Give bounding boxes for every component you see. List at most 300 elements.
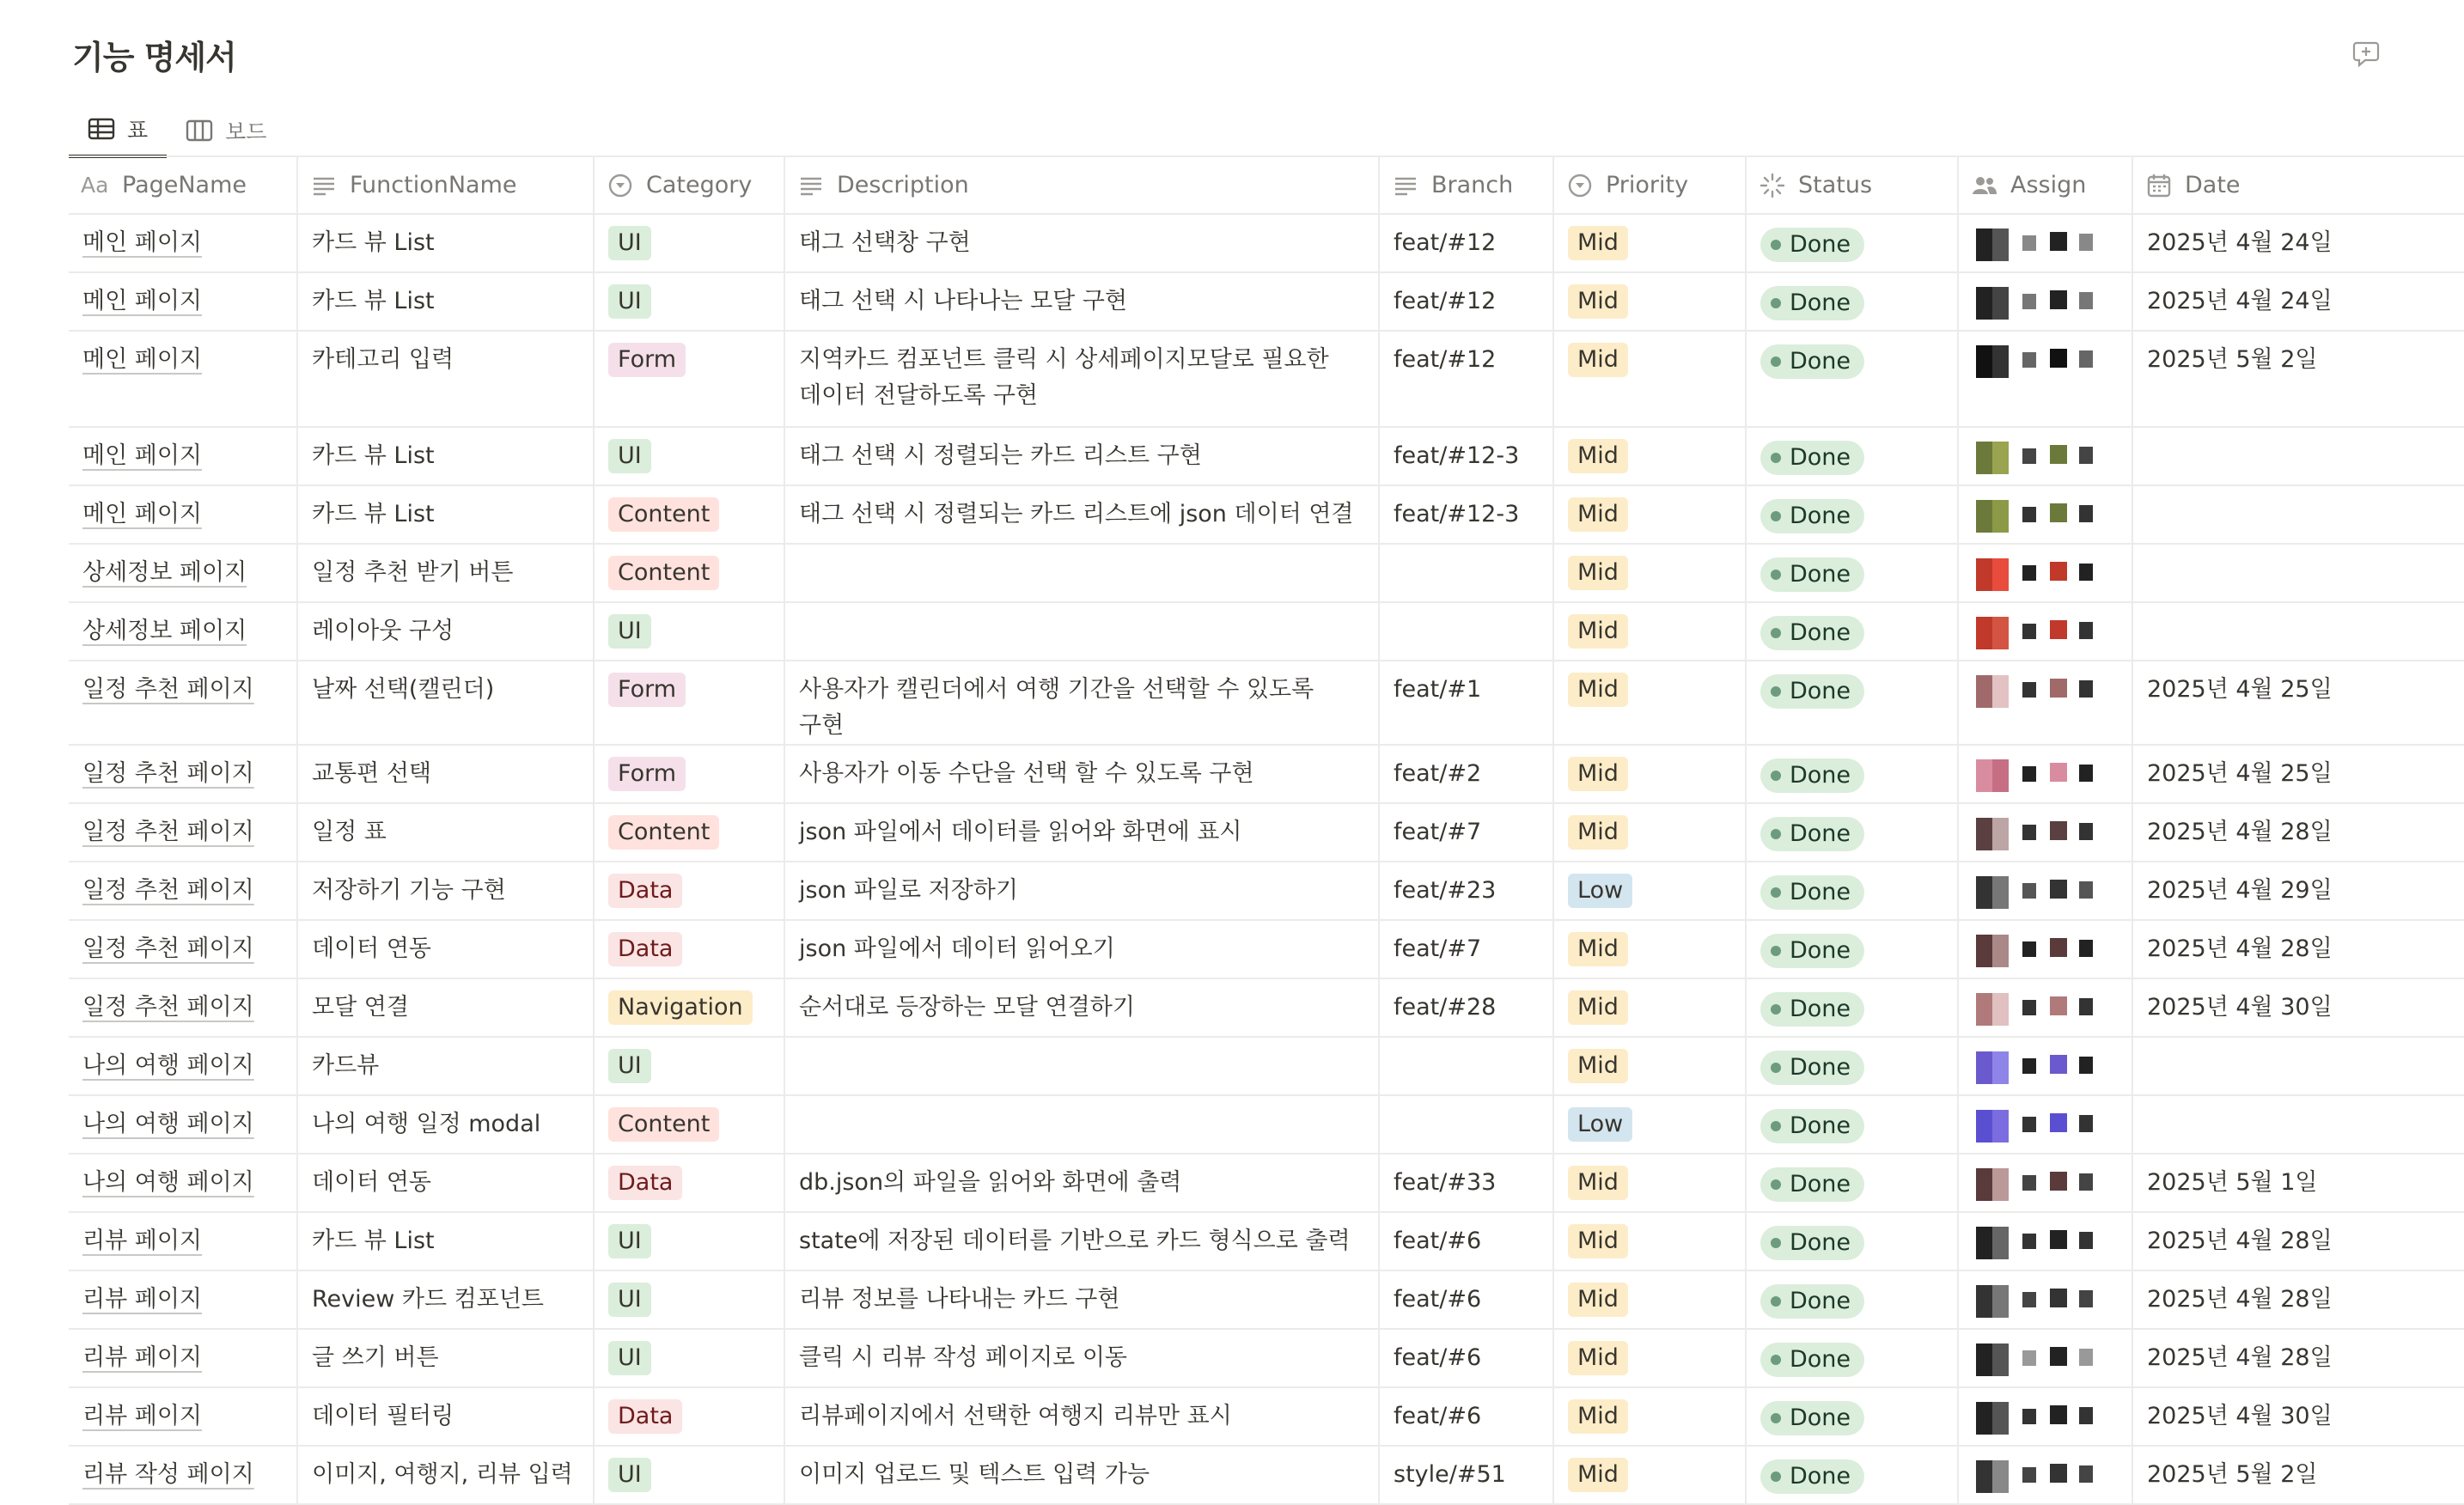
page-name-link[interactable]: 일정 추천 페이지 <box>82 994 254 1021</box>
cell-pagename[interactable] <box>69 272 297 331</box>
cell-functionname[interactable] <box>297 803 594 862</box>
cell-branch[interactable] <box>1379 1387 1553 1446</box>
cell-pagename[interactable] <box>69 1095 297 1154</box>
cell-branch[interactable] <box>1379 485 1553 544</box>
cell-assign[interactable] <box>1958 1329 2132 1387</box>
avatar <box>2022 1234 2036 1249</box>
cell-functionname[interactable] <box>297 1095 594 1154</box>
page-name-link[interactable]: 상세정보 페이지 <box>82 618 247 644</box>
page-name-link[interactable]: 메인 페이지 <box>82 442 202 469</box>
cell-functionname[interactable] <box>297 1212 594 1270</box>
cell-status[interactable] <box>1746 745 1958 803</box>
table-row[interactable] <box>69 485 2464 544</box>
cell-branch[interactable] <box>1379 1154 1553 1212</box>
cell-functionname[interactable] <box>297 1037 594 1095</box>
cell-date[interactable] <box>2132 602 2464 661</box>
cell-date[interactable] <box>2132 1037 2464 1095</box>
cell-priority[interactable] <box>1553 862 1746 920</box>
cell-status[interactable] <box>1746 1446 1958 1504</box>
cell-status[interactable] <box>1746 862 1958 920</box>
cell-functionname[interactable] <box>297 862 594 920</box>
cell-description[interactable] <box>784 803 1379 862</box>
category-tag: Content <box>608 556 719 590</box>
status-badge <box>1760 1343 1864 1377</box>
avatar <box>1976 935 2009 967</box>
status-dot <box>1771 1296 1781 1307</box>
cell-pagename[interactable] <box>69 862 297 920</box>
cell-assign[interactable] <box>1958 214 2132 272</box>
cell-branch[interactable] <box>1379 661 1553 745</box>
cell-status[interactable] <box>1746 978 1958 1037</box>
priority-tag: Mid <box>1568 1166 1628 1200</box>
cell-branch[interactable] <box>1379 331 1553 427</box>
cell-category[interactable] <box>594 978 784 1037</box>
cell-pagename[interactable] <box>69 1154 297 1212</box>
avatar <box>2050 232 2067 251</box>
cell-pagename[interactable] <box>69 214 297 272</box>
cell-branch[interactable] <box>1379 1212 1553 1270</box>
cell-description[interactable] <box>784 745 1379 803</box>
cell-status[interactable] <box>1746 331 1958 427</box>
description-text: 태그 선택 시 나타나는 모달 구현 <box>799 288 1127 314</box>
cell-assign[interactable] <box>1958 862 2132 920</box>
cell-date[interactable] <box>2132 661 2464 745</box>
cell-category[interactable] <box>594 1329 784 1387</box>
status-badge <box>1760 817 1864 851</box>
cell-pagename[interactable] <box>69 745 297 803</box>
cell-branch[interactable] <box>1379 427 1553 485</box>
cell-description[interactable] <box>784 1270 1379 1329</box>
cell-date[interactable] <box>2132 803 2464 862</box>
cell-branch[interactable] <box>1379 1446 1553 1504</box>
cell-category[interactable] <box>594 1037 784 1095</box>
cell-priority[interactable] <box>1553 1154 1746 1212</box>
cell-assign[interactable] <box>1958 661 2132 745</box>
cell-assign[interactable] <box>1958 272 2132 331</box>
cell-status[interactable] <box>1746 1212 1958 1270</box>
avatar <box>2079 564 2093 581</box>
cell-branch[interactable] <box>1379 978 1553 1037</box>
cell-status[interactable] <box>1746 803 1958 862</box>
cell-priority[interactable] <box>1553 485 1746 544</box>
cell-priority[interactable] <box>1553 1212 1746 1270</box>
cell-assign[interactable] <box>1958 978 2132 1037</box>
col-header-pagename[interactable] <box>69 157 297 214</box>
col-header-description[interactable] <box>784 157 1379 214</box>
cell-assign[interactable] <box>1958 1387 2132 1446</box>
status-label: Done <box>1790 348 1851 375</box>
cell-status[interactable] <box>1746 544 1958 602</box>
table-row[interactable] <box>69 331 2464 427</box>
text-lines-icon <box>1392 172 1419 199</box>
cell-description[interactable] <box>784 272 1379 331</box>
cell-assign[interactable] <box>1958 544 2132 602</box>
cell-priority[interactable] <box>1553 803 1746 862</box>
cell-status[interactable] <box>1746 1270 1958 1329</box>
cell-branch[interactable] <box>1379 544 1553 602</box>
category-tag: Form <box>608 343 686 377</box>
cell-branch[interactable] <box>1379 1037 1553 1095</box>
cell-pagename[interactable] <box>69 1270 297 1329</box>
cell-category[interactable] <box>594 427 784 485</box>
priority-tag: Low <box>1568 874 1632 908</box>
col-header-date[interactable] <box>2132 157 2464 214</box>
cell-priority[interactable] <box>1553 1446 1746 1504</box>
avatar <box>2022 507 2036 522</box>
function-name: 날짜 선택(캘린더) <box>312 676 495 703</box>
table-row[interactable] <box>69 803 2464 862</box>
cell-functionname[interactable] <box>297 1446 594 1504</box>
avatar <box>1976 1344 2009 1376</box>
table-row[interactable] <box>69 1154 2464 1212</box>
cell-branch[interactable] <box>1379 1329 1553 1387</box>
cell-assign[interactable] <box>1958 485 2132 544</box>
cell-category[interactable] <box>594 1270 784 1329</box>
cell-functionname[interactable] <box>297 544 594 602</box>
cell-assign[interactable] <box>1958 745 2132 803</box>
status-dot <box>1771 1004 1781 1015</box>
cell-description[interactable] <box>784 661 1379 745</box>
cell-description[interactable] <box>784 920 1379 978</box>
cell-date[interactable] <box>2132 214 2464 272</box>
status-dot <box>1771 771 1781 781</box>
cell-status[interactable] <box>1746 214 1958 272</box>
cell-category[interactable] <box>594 661 784 745</box>
cell-assign[interactable] <box>1958 1446 2132 1504</box>
cell-branch[interactable] <box>1379 920 1553 978</box>
cell-status[interactable] <box>1746 1154 1958 1212</box>
cell-status[interactable] <box>1746 1095 1958 1154</box>
table-row[interactable] <box>69 1095 2464 1154</box>
comment-icon[interactable] <box>2351 38 2382 69</box>
cell-description[interactable] <box>784 1212 1379 1270</box>
cell-status[interactable] <box>1746 485 1958 544</box>
cell-date[interactable] <box>2132 862 2464 920</box>
cell-pagename[interactable] <box>69 1446 297 1504</box>
cell-priority[interactable] <box>1553 1095 1746 1154</box>
status-badge <box>1760 558 1864 592</box>
cell-pagename[interactable] <box>69 920 297 978</box>
table-row[interactable] <box>69 745 2464 803</box>
col-header-status[interactable] <box>1746 157 1958 214</box>
cell-branch[interactable] <box>1379 1270 1553 1329</box>
description-text: 리뷰페이지에서 선택한 여행지 리뷰만 표시 <box>799 1403 1232 1429</box>
assignee-avatars <box>1973 931 2118 969</box>
tab-table-view[interactable] <box>69 103 167 158</box>
cell-date[interactable] <box>2132 485 2464 544</box>
cell-description[interactable] <box>784 1329 1379 1387</box>
status-dot <box>1771 1238 1781 1248</box>
table-row[interactable] <box>69 920 2464 978</box>
page-name-link[interactable]: 나의 여행 페이지 <box>82 1169 254 1196</box>
cell-pagename[interactable] <box>69 331 297 427</box>
cell-priority[interactable] <box>1553 920 1746 978</box>
cell-functionname[interactable] <box>297 1387 594 1446</box>
cell-priority[interactable] <box>1553 544 1746 602</box>
cell-functionname[interactable] <box>297 1154 594 1212</box>
table-row[interactable] <box>69 862 2464 920</box>
cell-assign[interactable] <box>1958 1154 2132 1212</box>
status-label: Done <box>1790 937 1851 964</box>
cell-priority[interactable] <box>1553 1387 1746 1446</box>
cell-date[interactable] <box>2132 978 2464 1037</box>
page-name-link[interactable]: 리뷰 페이지 <box>82 1344 202 1371</box>
col-header-branch[interactable] <box>1379 157 1553 214</box>
cell-status[interactable] <box>1746 427 1958 485</box>
cell-description[interactable] <box>784 214 1379 272</box>
avatar <box>2079 622 2093 639</box>
cell-functionname[interactable] <box>297 745 594 803</box>
cell-date[interactable] <box>2132 1154 2464 1212</box>
cell-date[interactable] <box>2132 1095 2464 1154</box>
calendar-icon <box>2145 172 2173 199</box>
assignee-avatars <box>1973 342 2118 380</box>
cell-pagename[interactable] <box>69 803 297 862</box>
cell-category[interactable] <box>594 745 784 803</box>
cell-priority[interactable] <box>1553 745 1746 803</box>
priority-tag: Low <box>1568 1107 1632 1142</box>
cell-category[interactable] <box>594 1154 784 1212</box>
cell-functionname[interactable] <box>297 485 594 544</box>
cell-assign[interactable] <box>1958 1037 2132 1095</box>
cell-priority[interactable] <box>1553 331 1746 427</box>
date-text: 2025년 4월 29일 <box>2147 877 2333 904</box>
cell-category[interactable] <box>594 485 784 544</box>
cell-description[interactable] <box>784 1037 1379 1095</box>
date-text: 2025년 5월 1일 <box>2147 1169 2318 1196</box>
cell-assign[interactable] <box>1958 427 2132 485</box>
table-row[interactable] <box>69 661 2464 745</box>
cell-pagename[interactable] <box>69 544 297 602</box>
cell-functionname[interactable] <box>297 214 594 272</box>
cell-category[interactable] <box>594 862 784 920</box>
table-row[interactable] <box>69 602 2464 661</box>
col-header-priority[interactable] <box>1553 157 1746 214</box>
cell-functionname[interactable] <box>297 427 594 485</box>
cell-status[interactable] <box>1746 1387 1958 1446</box>
branch-text: feat/#12 <box>1394 346 1497 373</box>
cell-category[interactable] <box>594 1095 784 1154</box>
page-name-link[interactable]: 메인 페이지 <box>82 229 202 256</box>
cell-pagename[interactable] <box>69 427 297 485</box>
date-text: 2025년 4월 24일 <box>2147 229 2333 256</box>
table-row[interactable] <box>69 1329 2464 1387</box>
cell-date[interactable] <box>2132 1212 2464 1270</box>
cell-category[interactable] <box>594 803 784 862</box>
cell-date[interactable] <box>2132 1270 2464 1329</box>
cell-description[interactable] <box>784 485 1379 544</box>
cell-description[interactable] <box>784 1154 1379 1212</box>
assignee-avatars <box>1973 1106 2118 1144</box>
page-name-link[interactable]: 리뷰 작성 페이지 <box>82 1461 254 1488</box>
status-badge <box>1760 228 1864 262</box>
cell-assign[interactable] <box>1958 1212 2132 1270</box>
col-header-label: PageName <box>122 172 247 198</box>
cell-category[interactable] <box>594 272 784 331</box>
cell-description[interactable] <box>784 978 1379 1037</box>
table-row[interactable] <box>69 214 2464 272</box>
cell-status[interactable] <box>1746 1329 1958 1387</box>
cell-description[interactable] <box>784 427 1379 485</box>
page-name-link[interactable]: 일정 추천 페이지 <box>82 760 254 787</box>
cell-description[interactable] <box>784 862 1379 920</box>
cell-date[interactable] <box>2132 331 2464 427</box>
page-name-link[interactable]: 리뷰 페이지 <box>82 1403 202 1429</box>
table-row[interactable] <box>69 1212 2464 1270</box>
cell-description[interactable] <box>784 1446 1379 1504</box>
cell-date[interactable] <box>2132 427 2464 485</box>
cell-date[interactable] <box>2132 1329 2464 1387</box>
table-row[interactable] <box>69 272 2464 331</box>
page-name-link[interactable]: 나의 여행 페이지 <box>82 1111 254 1137</box>
status-label: Done <box>1790 1112 1851 1139</box>
cell-priority[interactable] <box>1553 602 1746 661</box>
table-row[interactable] <box>69 1037 2464 1095</box>
cell-pagename[interactable] <box>69 978 297 1037</box>
table-row[interactable] <box>69 427 2464 485</box>
cell-category[interactable] <box>594 920 784 978</box>
cell-functionname[interactable] <box>297 1329 594 1387</box>
avatar <box>2022 1117 2036 1132</box>
table-row[interactable] <box>69 1446 2464 1504</box>
cell-pagename[interactable] <box>69 661 297 745</box>
description-text: 사용자가 이동 수단을 선택 할 수 있도록 구현 <box>799 760 1254 787</box>
cell-date[interactable] <box>2132 920 2464 978</box>
status-dot <box>1771 628 1781 638</box>
status-dot <box>1771 686 1781 697</box>
assignee-avatars <box>1973 497 2118 534</box>
page-name-link[interactable]: 일정 추천 페이지 <box>82 676 254 703</box>
priority-tag: Mid <box>1568 990 1628 1025</box>
cell-functionname[interactable] <box>297 272 594 331</box>
cell-date[interactable] <box>2132 544 2464 602</box>
cell-category[interactable] <box>594 214 784 272</box>
cell-date[interactable] <box>2132 745 2464 803</box>
date-text: 2025년 4월 25일 <box>2147 760 2333 787</box>
cell-pagename[interactable] <box>69 1387 297 1446</box>
cell-status[interactable] <box>1746 602 1958 661</box>
cell-status[interactable] <box>1746 920 1958 978</box>
cell-category[interactable] <box>594 1446 784 1504</box>
status-badge <box>1760 1401 1864 1435</box>
table-row[interactable] <box>69 544 2464 602</box>
text-lines-icon <box>797 172 825 199</box>
cell-functionname[interactable] <box>297 920 594 978</box>
cell-date[interactable] <box>2132 1387 2464 1446</box>
cell-date[interactable] <box>2132 272 2464 331</box>
cell-pagename[interactable] <box>69 1037 297 1095</box>
cell-status[interactable] <box>1746 661 1958 745</box>
cell-branch[interactable] <box>1379 602 1553 661</box>
cell-assign[interactable] <box>1958 803 2132 862</box>
table-row[interactable] <box>69 978 2464 1037</box>
cell-branch[interactable] <box>1379 214 1553 272</box>
status-badge <box>1760 992 1864 1027</box>
cell-branch[interactable] <box>1379 745 1553 803</box>
page-name-link[interactable]: 메인 페이지 <box>82 346 202 373</box>
cell-pagename[interactable] <box>69 485 297 544</box>
cell-category[interactable] <box>594 1212 784 1270</box>
cell-pagename[interactable] <box>69 602 297 661</box>
cell-priority[interactable] <box>1553 661 1746 745</box>
cell-description[interactable] <box>784 1387 1379 1446</box>
cell-functionname[interactable] <box>297 1270 594 1329</box>
cell-assign[interactable] <box>1958 1095 2132 1154</box>
avatar <box>2050 996 2067 1015</box>
cell-assign[interactable] <box>1958 1270 2132 1329</box>
status-dot <box>1771 829 1781 839</box>
cell-category[interactable] <box>594 331 784 427</box>
cell-description[interactable] <box>784 602 1379 661</box>
cell-priority[interactable] <box>1553 427 1746 485</box>
cell-description[interactable] <box>784 544 1379 602</box>
cell-branch[interactable] <box>1379 803 1553 862</box>
cell-priority[interactable] <box>1553 978 1746 1037</box>
page-name-link[interactable]: 메인 페이지 <box>82 288 202 314</box>
cell-priority[interactable] <box>1553 1270 1746 1329</box>
description-text: state에 저장된 데이터를 기반으로 카드 형식으로 출력 <box>799 1228 1351 1254</box>
cell-functionname[interactable] <box>297 602 594 661</box>
cell-assign[interactable] <box>1958 602 2132 661</box>
cell-priority[interactable] <box>1553 1329 1746 1387</box>
avatar <box>1976 287 2009 320</box>
col-header-label: Status <box>1798 172 1873 198</box>
page-name-link[interactable]: 리뷰 페이지 <box>82 1286 202 1313</box>
cell-branch[interactable] <box>1379 272 1553 331</box>
table-row[interactable] <box>69 1270 2464 1329</box>
cell-assign[interactable] <box>1958 331 2132 427</box>
cell-category[interactable] <box>594 544 784 602</box>
table-row[interactable] <box>69 1387 2464 1446</box>
cell-priority[interactable] <box>1553 272 1746 331</box>
cell-description[interactable] <box>784 1095 1379 1154</box>
cell-assign[interactable] <box>1958 920 2132 978</box>
status-label: Done <box>1790 996 1851 1022</box>
col-header-assign[interactable] <box>1958 157 2132 214</box>
page-name-link[interactable]: 나의 여행 페이지 <box>82 1052 254 1079</box>
page-name-link[interactable]: 메인 페이지 <box>82 501 202 527</box>
cell-status[interactable] <box>1746 272 1958 331</box>
cell-priority[interactable] <box>1553 1037 1746 1095</box>
avatar <box>2022 294 2036 309</box>
cell-pagename[interactable] <box>69 1329 297 1387</box>
cell-functionname[interactable] <box>297 661 594 745</box>
cell-priority[interactable] <box>1553 214 1746 272</box>
cell-functionname[interactable] <box>297 978 594 1037</box>
page-name-link[interactable]: 일정 추천 페이지 <box>82 935 254 962</box>
cell-category[interactable] <box>594 1387 784 1446</box>
cell-functionname[interactable] <box>297 331 594 427</box>
title-aa-icon: Aa <box>81 173 109 198</box>
cell-date[interactable] <box>2132 1446 2464 1504</box>
tab-board-view[interactable] <box>167 103 285 158</box>
cell-pagename[interactable] <box>69 1212 297 1270</box>
cell-branch[interactable] <box>1379 1095 1553 1154</box>
page-name-link[interactable]: 일정 추천 페이지 <box>82 877 254 904</box>
cell-category[interactable] <box>594 602 784 661</box>
col-header-category[interactable] <box>594 157 784 214</box>
cell-status[interactable] <box>1746 1037 1958 1095</box>
cell-description[interactable] <box>784 331 1379 427</box>
status-badge <box>1760 674 1864 709</box>
cell-branch[interactable] <box>1379 862 1553 920</box>
page-name-link[interactable]: 일정 추천 페이지 <box>82 819 254 845</box>
col-header-functionname[interactable] <box>297 157 594 214</box>
avatar <box>2022 352 2036 368</box>
page-name-link[interactable]: 상세정보 페이지 <box>82 559 247 586</box>
page-name-link[interactable]: 리뷰 페이지 <box>82 1228 202 1254</box>
database-table <box>69 157 2464 1505</box>
